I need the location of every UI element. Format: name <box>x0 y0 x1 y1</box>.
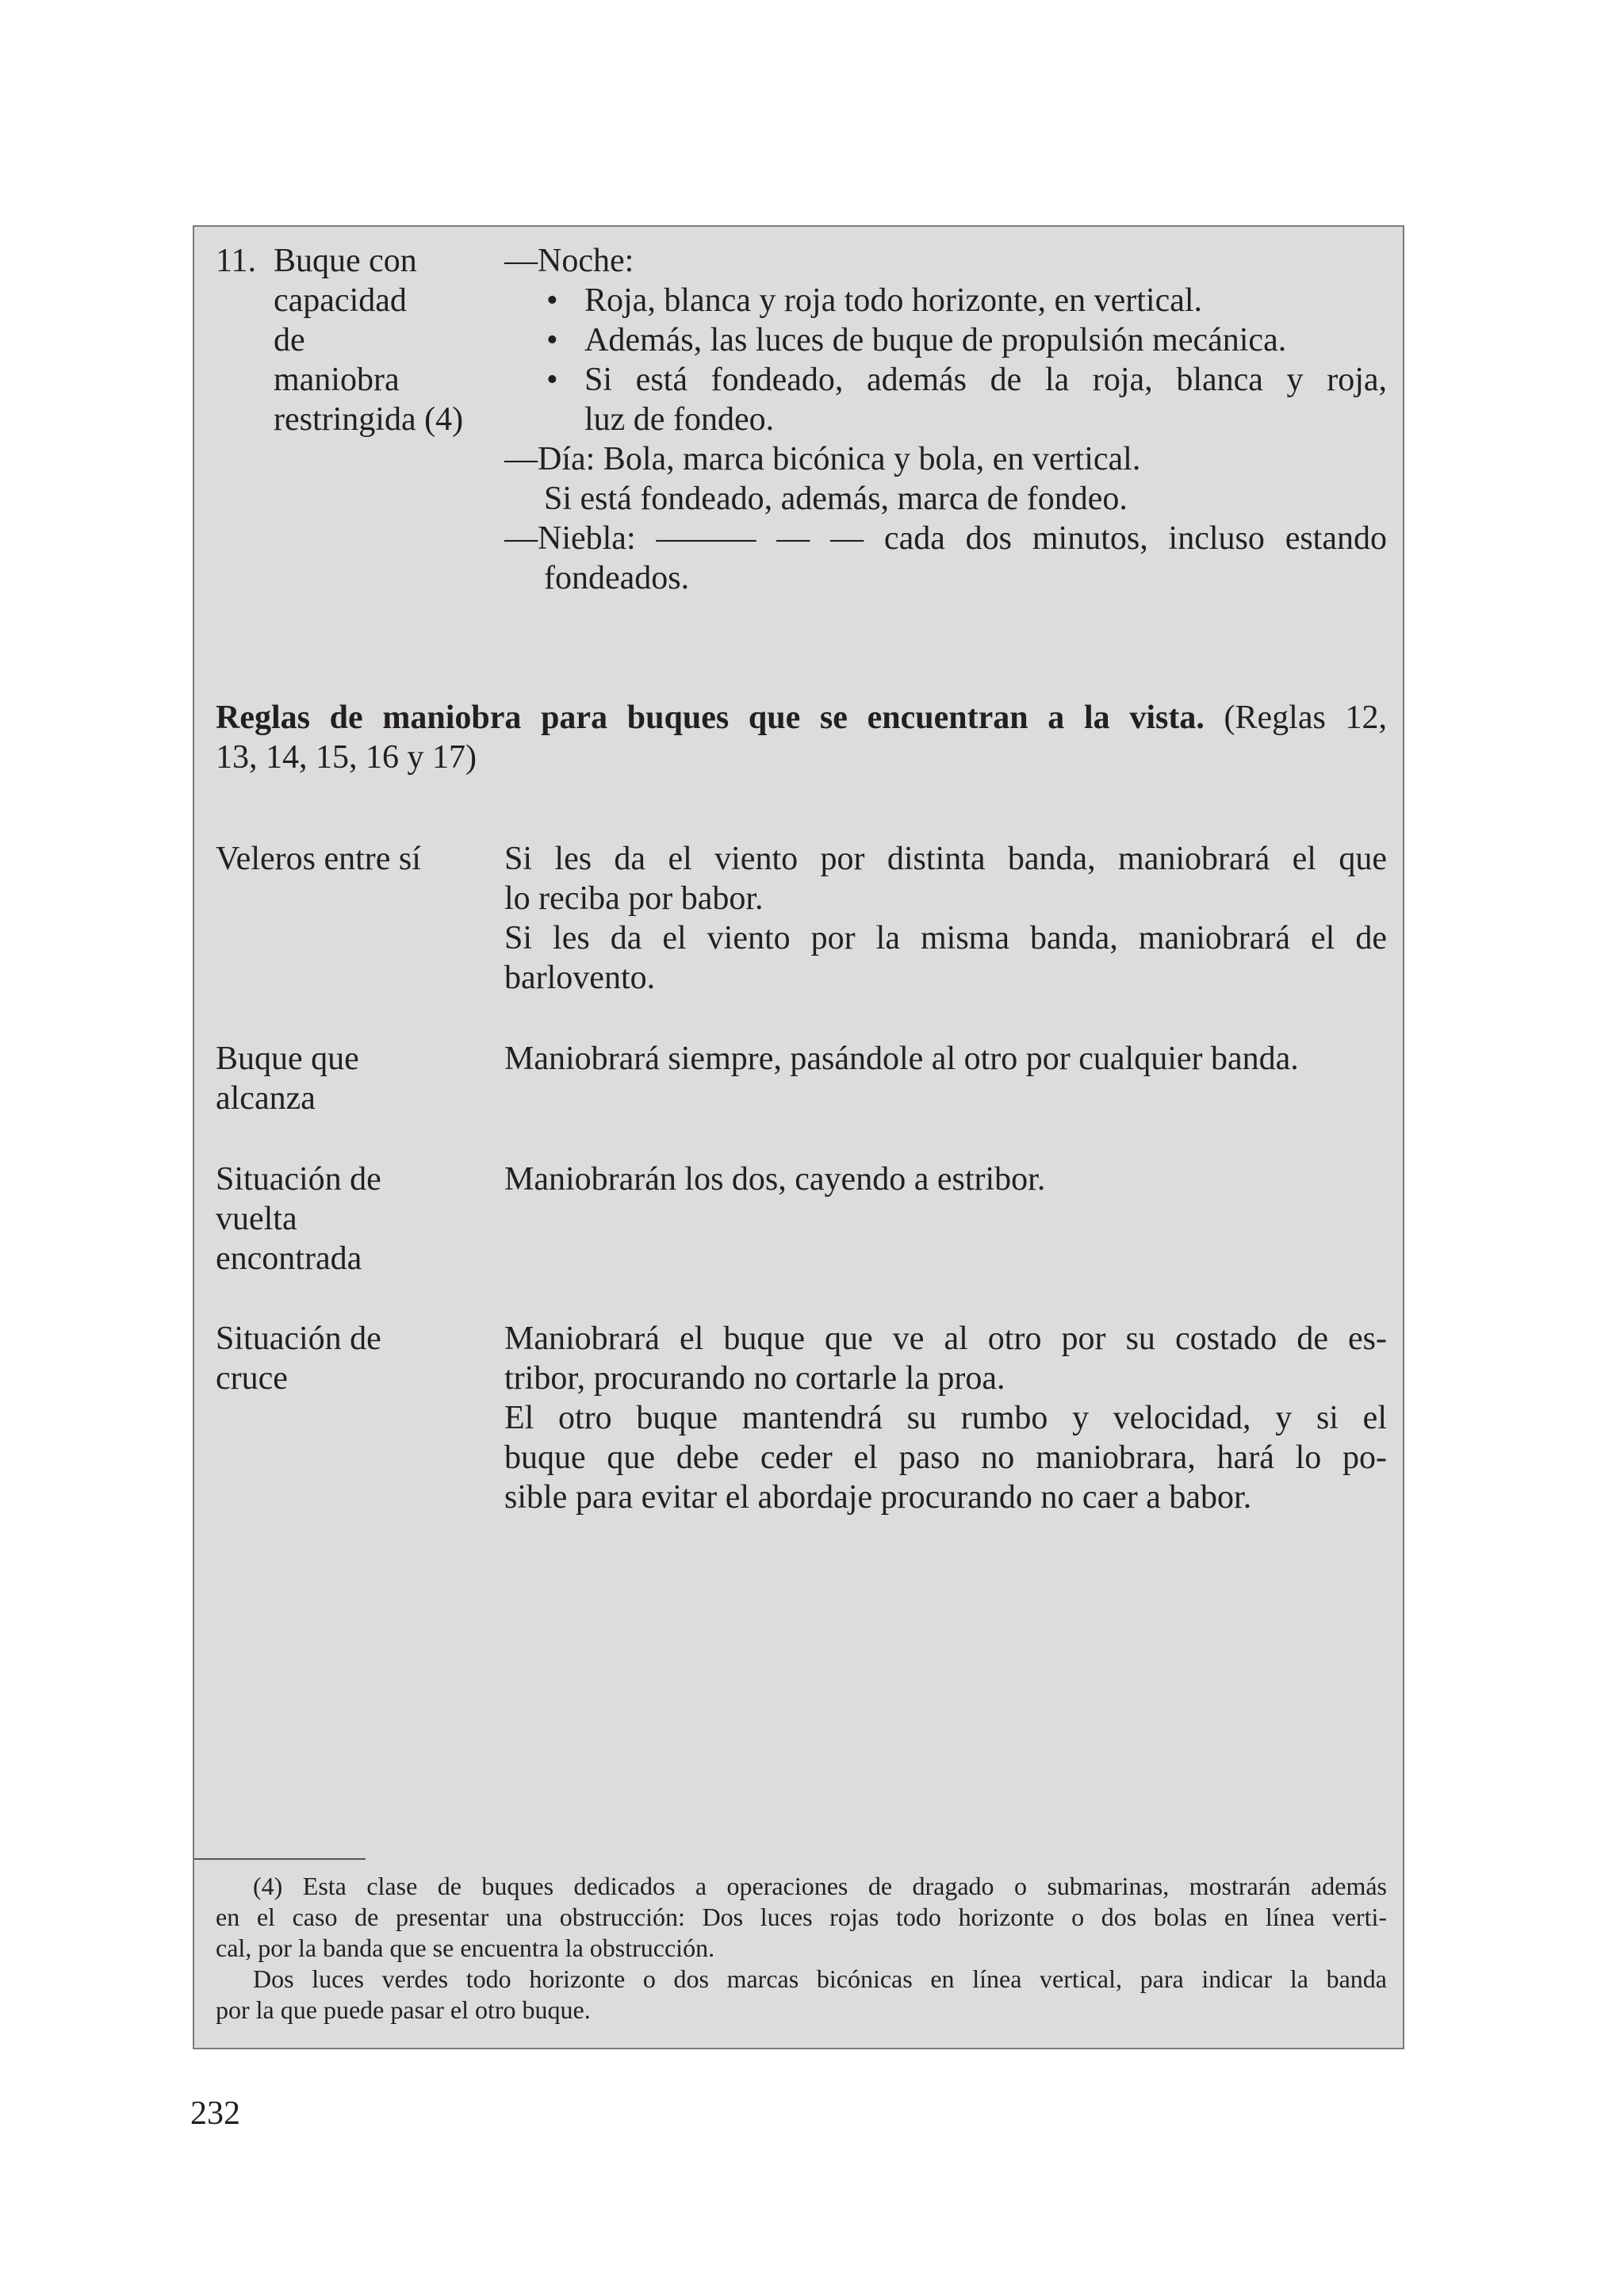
dia-fondeado-line: Si está fondeado, además, marca de fondeo. <box>544 481 1128 517</box>
rule-label-veleros: Veleros entre sí <box>216 841 421 877</box>
footnote-line: en el caso de presentar una obstrucción: Dos luces rojas todo horizonte o dos bolas en línea verti- <box>216 1903 1387 1931</box>
entry-name-line: restringida (4) <box>274 401 464 438</box>
rule-label-vuelta: Situación de <box>216 1161 381 1198</box>
noche-heading: —Noche: <box>504 243 634 279</box>
bullet-item: • Si está fondeado, además de la roja, blanca y roja, <box>584 360 1387 400</box>
entry-name-line: maniobra <box>274 362 400 398</box>
entry-number: 11. <box>216 243 256 279</box>
rule-text-line: Maniobrará el buque que ve al otro por su costado de es- <box>504 1320 1387 1357</box>
niebla-line: —Niebla: ——— — — cada dos minutos, incluso estando <box>504 520 1387 557</box>
page-number: 232 <box>190 2095 240 2132</box>
bullet-item: • Además, las luces de buque de propulsión mecánica. <box>584 320 1286 360</box>
rule-text-line: Si les da el viento por distinta banda, maniobrará el que <box>504 841 1387 877</box>
footnote-separator <box>194 1858 366 1860</box>
footnote-line: Dos luces verdes todo horizonte o dos marcas bicónicas en línea vertical, para indicar la banda <box>253 1964 1387 1993</box>
footnote-line: (4) Esta clase de buques dedicados a operaciones de dragado o submarinas, mostrarán además <box>253 1872 1387 1900</box>
entry-name-line: de <box>274 322 305 358</box>
rule-text-line: Si les da el viento por la misma banda, maniobrará el de <box>504 920 1387 956</box>
dia-line: —Día: Bola, marca bicónica y bola, en vertical. <box>504 441 1141 477</box>
footnote-line: por la que puede pasar el otro buque. <box>216 1995 591 2024</box>
entry-name-line: Buque con <box>274 243 417 279</box>
content-box <box>193 225 1404 2049</box>
rule-text-line: lo reciba por babor. <box>504 880 764 917</box>
footnote-line: cal, por la banda que se encuentra la obstrucción. <box>216 1934 715 1962</box>
rule-text-alcanza: Maniobrará siempre, pasándole al otro por cualquier banda. <box>504 1041 1299 1077</box>
rule-text-line: buque que debe ceder el paso no maniobrara, hará lo po- <box>504 1439 1387 1476</box>
bullet-continuation: luz de fondeo. <box>584 401 775 438</box>
rule-label-alcanza: alcanza <box>216 1080 316 1117</box>
rule-text-vuelta: Maniobrarán los dos, cayendo a estribor. <box>504 1161 1046 1198</box>
rule-label-vuelta: encontrada <box>216 1240 362 1277</box>
rule-label-cruce: Situación de <box>216 1320 381 1357</box>
section-title-line2: 13, 14, 15, 16 y 17) <box>216 739 477 776</box>
section-title-bold: Reglas de maniobra para buques que se encuentran a la vista. <box>216 700 1205 736</box>
niebla-continuation: fondeados. <box>544 560 690 596</box>
section-title-rest: (Reglas 12, <box>1204 700 1388 736</box>
rule-text-line: sible para evitar el abordaje procurando no caer a babor. <box>504 1479 1252 1516</box>
bullet-item: • Roja, blanca y roja todo horizonte, en vertical. <box>584 281 1202 320</box>
rule-label-alcanza: Buque que <box>216 1041 359 1077</box>
rule-label-cruce: cruce <box>216 1360 288 1397</box>
rule-label-vuelta: vuelta <box>216 1201 297 1237</box>
rule-text-line: tribor, procurando no cortarle la proa. <box>504 1360 1005 1397</box>
entry-name-line: capacidad <box>274 282 407 319</box>
rule-text-line: El otro buque mantendrá su rumbo y velocidad, y si el <box>504 1400 1387 1436</box>
section-title <box>216 698 1387 738</box>
rule-text-line: barlovento. <box>504 960 656 996</box>
